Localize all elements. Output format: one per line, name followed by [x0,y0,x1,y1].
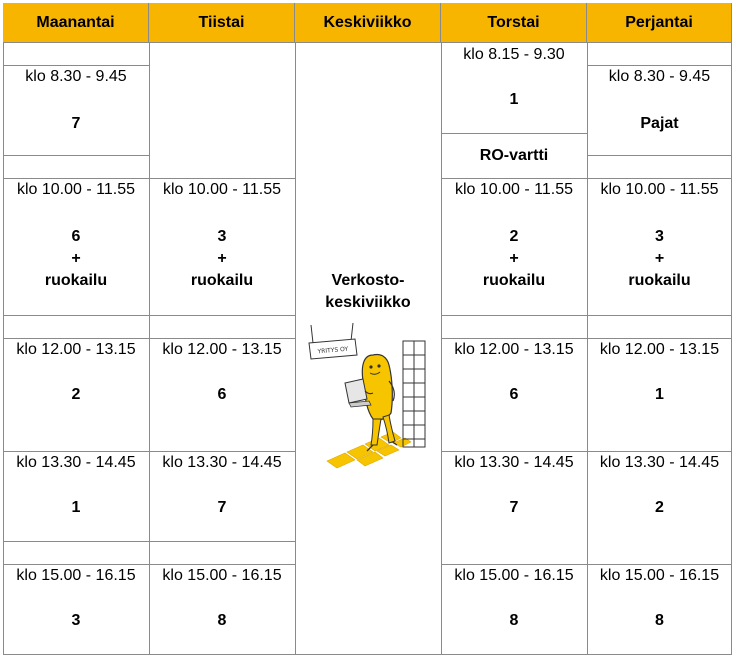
thu-slot-2 [441,178,587,315]
slot-value: 3 [71,612,81,629]
slot-value: 3 [217,228,227,245]
slot-extra: ruokailu [190,272,254,289]
header-monday-label: Maanantai [36,13,115,31]
header-friday-label: Perjantai [625,13,693,31]
slot-value: 7 [217,499,227,516]
slot-time: klo 15.00 - 16.15 [16,567,136,584]
wed-networking-cell [295,43,441,654]
thu-line [441,315,587,316]
slot-time: klo 10.00 - 11.55 [454,181,573,198]
slot-time: klo 8.30 - 9.45 [25,68,127,85]
fri-line [587,315,732,316]
slot-value: 7 [71,115,81,132]
tue-slot-2 [149,338,295,451]
header-monday [3,3,149,43]
slot-value: 2 [509,228,519,245]
mon-slot-5 [3,564,149,654]
slot-value: 2 [71,386,81,403]
tue-slot-1 [149,178,295,315]
mon-slot-3 [3,338,149,451]
slot-time: klo 8.15 - 9.30 [463,46,565,63]
slot-time: klo 12.00 - 13.15 [162,341,282,358]
tue-line [149,541,295,542]
fri-slot-3 [587,338,732,451]
slot-value: 8 [217,612,227,629]
slot-value: RO-vartti [479,147,549,164]
mon-line [3,315,149,316]
slot-time: klo 13.30 - 14.45 [454,454,574,471]
fri-slot-2 [587,178,732,315]
slot-plus: + [509,250,519,267]
slot-extra: ruokailu [44,272,108,289]
slot-time: klo 10.00 - 11.55 [600,181,719,198]
tue-slot-4 [149,564,295,654]
mon-line [3,155,149,156]
thu-slot-5 [441,564,587,654]
slot-time: klo 13.30 - 14.45 [599,454,720,471]
header-tuesday [149,3,295,43]
slot-value: Pajat [640,115,679,132]
slot-value: 1 [655,386,664,403]
slot-value: 2 [655,499,664,516]
mon-line [3,541,149,542]
thu-slot-1 [441,43,587,133]
slot-extra: ruokailu [628,272,691,289]
header-tuesday-label: Tiistai [198,13,245,31]
slot-value: 3 [655,228,664,245]
sign-text: YRITYS OY [317,345,349,356]
slot-time: klo 10.00 - 11.55 [162,181,281,198]
slot-time: klo 12.00 - 13.15 [16,341,136,358]
mon-slot-2 [3,178,149,315]
slot-value: 7 [509,499,519,516]
thu-ro-vartti [441,133,587,178]
fri-slot-5 [587,564,732,654]
slot-value: 8 [509,612,519,629]
mon-slot-4 [3,451,149,541]
wed-title-line1: Verkosto- [331,272,405,289]
networking-character-illustration [307,321,432,473]
table-border-bottom [3,654,732,655]
slot-time: klo 8.30 - 9.45 [608,68,711,85]
slot-extra: ruokailu [482,272,546,289]
fri-line [587,155,732,156]
fri-slot-1 [587,65,732,155]
wed-title-line2: keskiviikko [325,294,411,311]
slot-time: klo 15.00 - 16.15 [454,567,574,584]
fri-slot-4 [587,451,732,564]
header-thursday-label: Torstai [487,13,540,31]
slot-time: klo 10.00 - 11.55 [16,181,135,198]
schedule-table [3,3,732,655]
header-thursday [441,3,587,43]
slot-value: 8 [655,612,664,629]
slot-value: 1 [509,91,519,108]
slot-time: klo 12.00 - 13.15 [454,341,574,358]
thu-slot-3 [441,338,587,451]
header-friday [587,3,732,43]
tue-line [149,315,295,316]
slot-plus: + [217,250,227,267]
thu-slot-4 [441,451,587,564]
slot-plus: + [71,250,81,267]
header-wednesday-label: Keskiviikko [323,13,412,31]
slot-time: klo 12.00 - 13.15 [599,341,720,358]
slot-value: 6 [217,386,227,403]
slot-time: klo 13.30 - 14.45 [162,454,282,471]
header-wednesday [295,3,441,43]
slot-value: 6 [71,228,81,245]
slot-plus: + [654,250,665,267]
slot-time: klo 15.00 - 16.15 [599,567,720,584]
slot-time: klo 13.30 - 14.45 [16,454,136,471]
mon-slot-1 [3,65,149,155]
slot-value: 1 [71,499,81,516]
slot-value: 6 [509,386,519,403]
tue-slot-3 [149,451,295,541]
slot-time: klo 15.00 - 16.15 [162,567,282,584]
